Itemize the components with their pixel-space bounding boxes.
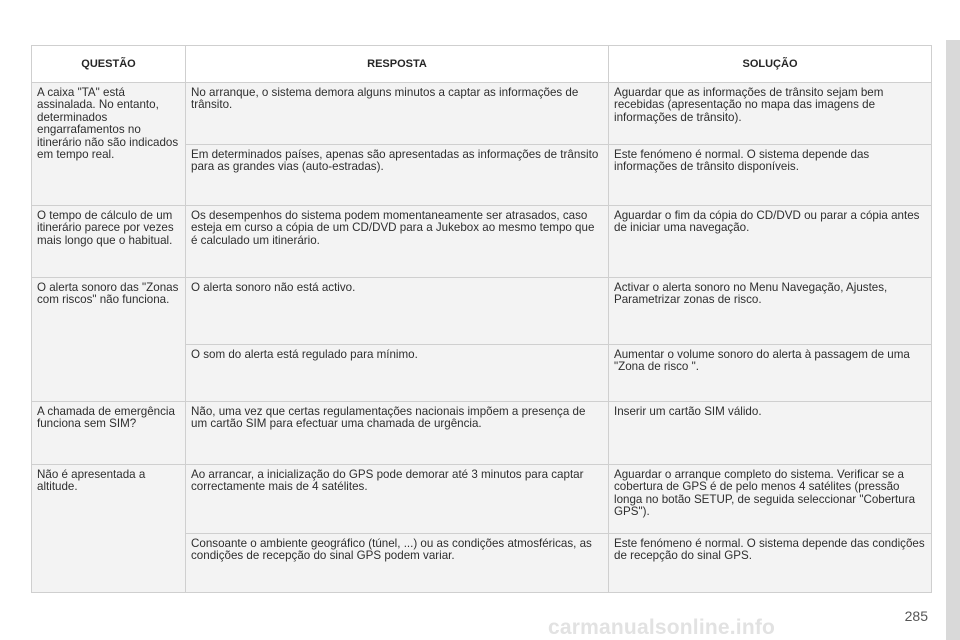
response-cell: No arranque, o sistema demora alguns minutos a captar as informações de trânsito. <box>186 83 609 145</box>
table-row <box>32 206 932 278</box>
table-header-row <box>32 46 932 83</box>
page-edge-strip <box>946 40 960 640</box>
header-solution: SOLUÇÃO <box>609 46 932 83</box>
response-cell: Os desempenhos do sistema podem momentaneamente ser atrasados, caso esteja em curso a cópia de um CD/DVD para a Jukebox ao mesmo tempo que é calculado um itinerário. <box>186 206 609 278</box>
question-cell: Não é apresentada a altitude. <box>32 465 186 593</box>
question-cell: O tempo de cálculo de um itinerário parece por vezes mais longo que o habitual. <box>32 206 186 278</box>
response-cell: Ao arrancar, a inicialização do GPS pode demorar até 3 minutos para captar correctamente mais de 4 satélites. <box>186 465 609 534</box>
solution-cell: Este fenómeno é normal. O sistema depende das informações de trânsito disponíveis. <box>609 145 932 206</box>
table-row <box>32 83 932 145</box>
watermark-text: carmanualsonline.info <box>548 616 776 639</box>
header-response: RESPOSTA <box>186 46 609 83</box>
solution-cell: Aguardar o arranque completo do sistema. Verificar se a cobertura de GPS é de pelo menos 4 satélites (pressão longa no botão SETUP, de seguida seleccionar "Cobertura GPS"). <box>609 465 932 534</box>
page-number: 285 <box>904 608 928 624</box>
header-question: QUESTÃO <box>32 46 186 83</box>
response-cell: Consoante o ambiente geográfico (túnel, ...) ou as condições atmosféricas, as condições de recepção do sinal GPS podem variar. <box>186 534 609 593</box>
table-row <box>32 402 932 465</box>
solution-cell: Aguardar que as informações de trânsito sejam bem recebidas (apresentação no mapa das imagens de informações de trânsito). <box>609 83 932 145</box>
solution-cell: Activar o alerta sonoro no Menu Navegação, Ajustes, Parametrizar zonas de risco. <box>609 278 932 345</box>
solution-cell: Este fenómeno é normal. O sistema depende das condições de recepção do sinal GPS. <box>609 534 932 593</box>
faq-table <box>31 45 932 593</box>
response-cell: O som do alerta está regulado para mínimo. <box>186 345 609 402</box>
table-row <box>32 465 932 534</box>
question-cell: A chamada de emergência funciona sem SIM? <box>32 402 186 465</box>
solution-cell: Aguardar o fim da cópia do CD/DVD ou parar a cópia antes de iniciar uma navegação. <box>609 206 932 278</box>
solution-cell: Aumentar o volume sonoro do alerta à passagem de uma "Zona de risco ". <box>609 345 932 402</box>
table-row <box>32 278 932 345</box>
question-cell: O alerta sonoro das "Zonas com riscos" não funciona. <box>32 278 186 402</box>
response-cell: O alerta sonoro não está activo. <box>186 278 609 345</box>
response-cell: Não, uma vez que certas regulamentações nacionais impõem a presença de um cartão SIM para efectuar uma chamada de urgência. <box>186 402 609 465</box>
solution-cell: Inserir um cartão SIM válido. <box>609 402 932 465</box>
response-cell: Em determinados países, apenas são apresentadas as informações de trânsito para as grandes vias (auto-estradas). <box>186 145 609 206</box>
question-cell: A caixa "TA" está assinalada. No entanto, determinados engarrafamentos no itinerário não são indicados em tempo real. <box>32 83 186 206</box>
